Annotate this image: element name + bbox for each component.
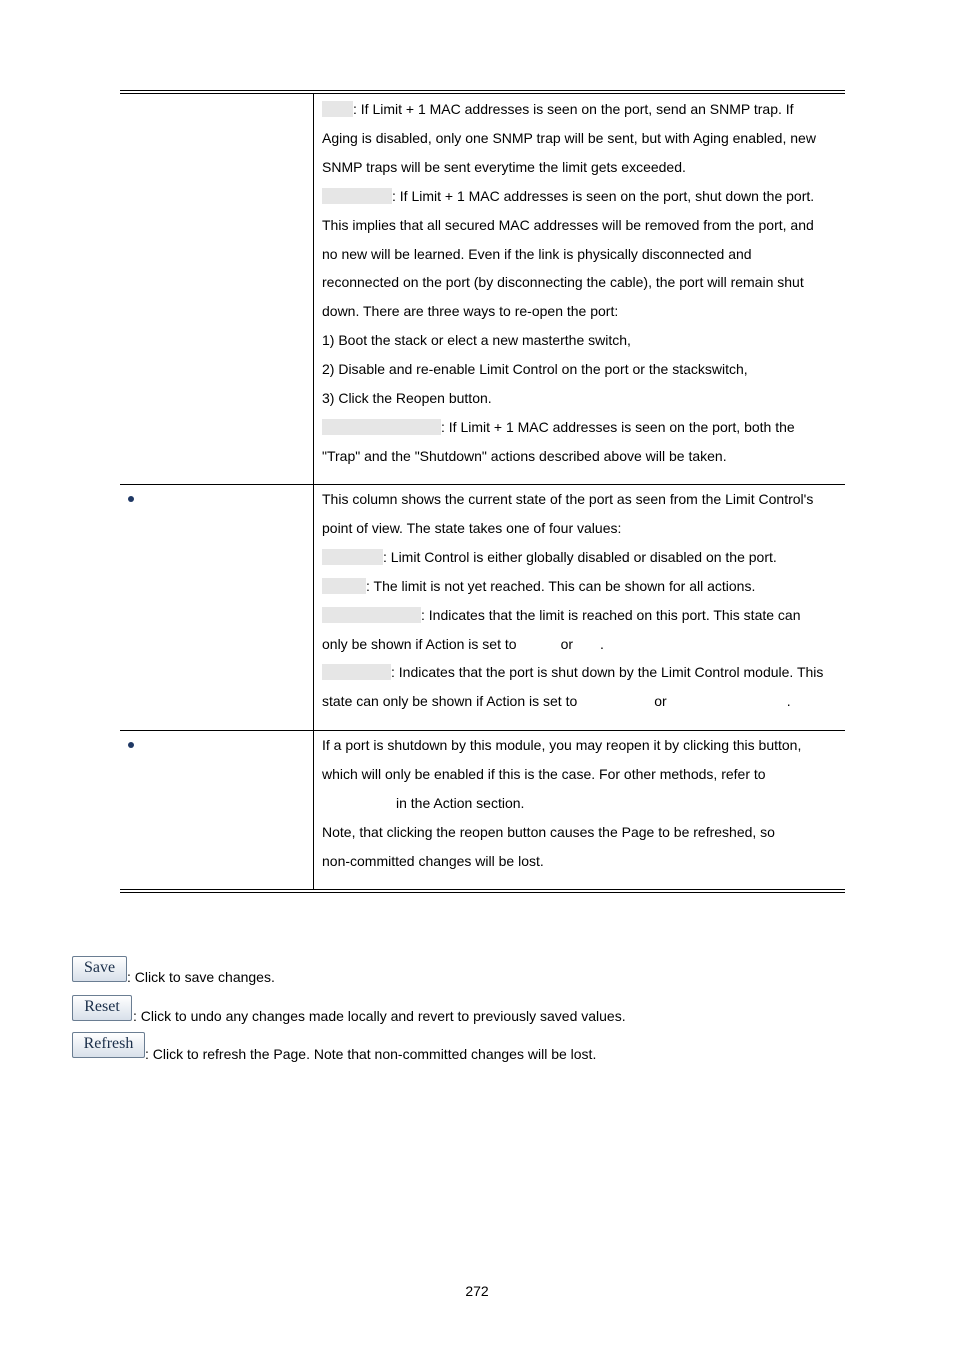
limit-reached-state: : Indicates that the limit is reached on this port. This state can: [322, 601, 842, 630]
action-description-cell: : If Limit + 1 MAC addresses is seen on the port, send an SNMP trap. If Aging is disabled, only one SNMP trap will be sent, but with Aging enabled, new SNMP traps will be sent everytime the limit gets exceeded. : If Limit + 1 MAC addresses is seen on the port, shut down the port. This implies that all secured MAC addresses will be removed from the port, and no new will be learned. Even if the link is physically disconnected and reconnected on the port (by disconnecting the cable), the port will remain shut down. There are three ways to re-open the port: 1) Boot the stack or elect a new masterthe switch, 2) Disable and re-enable Limit Control on the port or the stackswitch, 3) Click the Reopen button. : If Limit + 1 MAC addresses is seen on the port, both the "Trap" and the "Shutdown" actions described above will be taken.: [322, 95, 842, 471]
disabled-state: : Limit Control is either globally disabled or disabled on the port.: [322, 543, 842, 572]
reset-description: : Click to undo any changes made locally and revert to previously saved values.: [133, 1008, 626, 1024]
save-description: : Click to save changes.: [127, 969, 275, 985]
table-bottom-border: [120, 889, 845, 893]
limit-reached-term-highlight: [322, 607, 421, 623]
shutdown-state: : Indicates that the port is shut down by the Limit Control module. This: [322, 658, 842, 687]
ready-state: : The limit is not yet reached. This can be shown for all actions.: [322, 572, 842, 601]
reopen-description-cell: If a port is shutdown by this module, you may reopen it by clicking this button, which will only be enabled if this is the case. For other methods, refer to in the Action section. Note, that clicking the reopen button causes the Page to be refreshed, so non-committed changes will be lost.: [322, 737, 802, 869]
shutdown-term-highlight: [322, 188, 392, 204]
refresh-button[interactable]: Refresh: [72, 1032, 145, 1058]
state-description-cell: This column shows the current state of the port as seen from the Limit Control's point of view. The state takes one of four values: : Limit Control is either globally disabled or disabled on the port. : The limit is not yet reached. This can be shown for all actions. : Indicates that the limit is reached on this port. This state can only be shown if Action is set to or . : Indicates that the port is shut down by the Limit Control module. This state can only be shown if Action is set to or .: [322, 485, 842, 716]
ready-term-highlight: [322, 578, 366, 594]
trap-description: : If Limit + 1 MAC addresses is seen on the port, send an SNMP trap. If: [322, 95, 842, 124]
reopen-row-bullet: [128, 742, 134, 748]
trap-term-highlight: [322, 101, 353, 117]
trap-shutdown-description: : If Limit + 1 MAC addresses is seen on the port, both the: [322, 413, 842, 442]
shutdown-state-term-highlight: [322, 664, 391, 680]
save-button[interactable]: Save: [72, 956, 127, 982]
refresh-description: : Click to refresh the Page. Note that non-committed changes will be lost.: [145, 1046, 597, 1062]
state-row-bullet: [128, 496, 134, 502]
page-number: 272: [465, 1283, 489, 1299]
reset-button[interactable]: Reset: [72, 995, 132, 1021]
disabled-term-highlight: [322, 549, 383, 565]
table-column-divider: [313, 94, 314, 889]
shutdown-description: : If Limit + 1 MAC addresses is seen on the port, shut down the port.: [322, 182, 842, 211]
table-top-border: [120, 90, 845, 94]
trap-shutdown-term-highlight: [322, 419, 441, 435]
